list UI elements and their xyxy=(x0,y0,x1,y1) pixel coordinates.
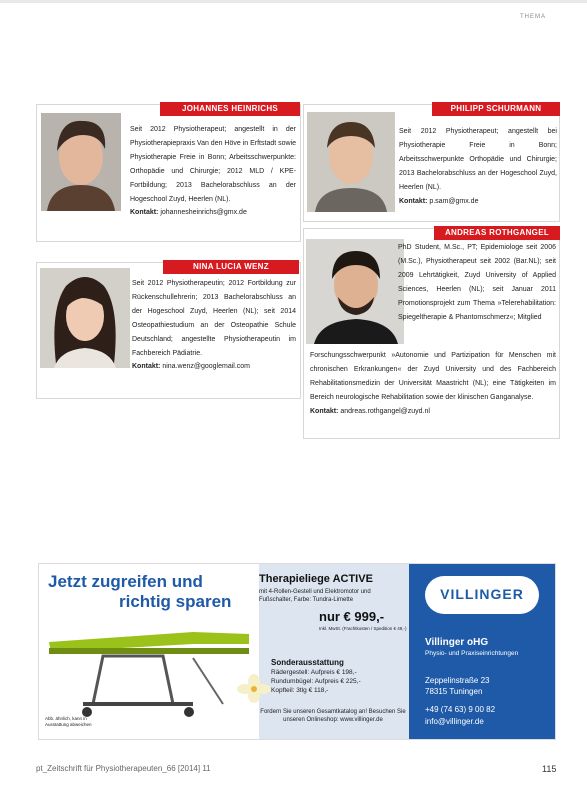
company-sub: Physio- und Praxiseinrichtungen xyxy=(425,650,519,657)
profile-name: ANDREAS ROTHGANGEL xyxy=(434,226,560,240)
profile-photo xyxy=(306,239,404,344)
ad-image-panel xyxy=(39,564,259,739)
ad-image-caption: Abb. ähnlich, kann in Ausstattung abweichen xyxy=(45,716,92,727)
profile-bio: PhD Student, M.Sc., PT; Epidemiologe seit 2006 (M.Sc.), Physiotherapeut seit 2002 (Bar.NL); seit 2009 Lehrtätigkeit, Zuyd University of Applied Sciences, Heerlen (NL); seit Januar 2011 Promotionsprojekt zum Thema »Telerehabilitation: Spiegeltherapie & Phantomschmerz«; Mitglied xyxy=(398,244,556,321)
contact-email[interactable]: nina.wenz@googlemail.com xyxy=(162,363,250,371)
advertisement xyxy=(38,563,556,740)
company-city: 78315 Tuningen xyxy=(425,687,483,696)
profile-bio: Seit 2012 Physiotherapeut; angestellt bei Physiotherapie Freie in Bonn; Arbeitsschwerpunkte Orthopädie und Chirurgie; 2013 Bachelorabschluss an der Hogeschool Zuyd, Heerlen (NL). Kontakt: p.sam@gmx.de xyxy=(399,128,557,205)
profile-card-johannes xyxy=(36,104,301,242)
profile-photo xyxy=(307,112,395,212)
page-number: 115 xyxy=(542,764,557,774)
company-phone: +49 (74 63) 9 00 82 xyxy=(425,705,496,714)
ad-offer-panel xyxy=(259,564,409,739)
company-name: Villinger oHG xyxy=(425,637,489,648)
profile-card-nina xyxy=(36,262,301,399)
profile-card-philipp xyxy=(303,104,560,222)
ad-price-note: Inkl. MwSt. (Frachtkosten / Spedition € 49,-) xyxy=(319,626,407,631)
ad-cta[interactable]: Fordern Sie unseren Gesamtkatalog an! Besuchen Sie unseren Onlineshop: www.villinger.de xyxy=(260,709,406,723)
company-email[interactable]: info@villinger.de xyxy=(425,717,484,726)
company-street: Zeppelinstraße 23 xyxy=(425,676,490,685)
ad-extra-2: Rundumbügel: Aufpreis € 225,- xyxy=(271,678,361,685)
flower-icon xyxy=(237,674,271,704)
contact-email[interactable]: p.sam@gmx.de xyxy=(429,197,479,205)
contact-email[interactable]: andreas.rothgangel@zuyd.nl xyxy=(340,407,430,415)
brand-logo-text: VILLINGER xyxy=(440,586,524,602)
profile-bio: Seit 2012 Physiotherapeut; angestellt in der Physiotherapiepraxis Van den Höve in Erftstadt sowie Physiotherapie Freie in Bonn; Arbeitsschwerpunkte: Orthopädie und Chirurgie; 2012 MLD / KPE-Fortbildung; 2013 Bachelorabschluss an der Hogeschool Zuyd, Heerlen (NL). Kontakt: johannesheinrichs@gmx.de xyxy=(130,126,297,217)
footer-journal: pt_Zeitschrift für Physiotherapeuten_66 [2014] 11 xyxy=(36,764,211,773)
ad-extra-3: Kopfteil: 3tlg € 118,- xyxy=(271,687,329,694)
ad-product-title: Therapieliege ACTIVE xyxy=(259,573,373,585)
section-tag: THEMA xyxy=(520,14,546,20)
profile-bio: Seit 2012 Physiotherapeutin; 2012 Fortbildung zur Rückenschullehrerin; 2013 Bachelorabschluss an der Hogeschool Zuyd, Heerlen (NL); seit 2014 Osteopathiestudium an der Osteopathie Schule Deutschland; angestellte Physiotherapeutin im Fachbereich Pädiatrie. Kontakt: nina.wenz@googlemail.com xyxy=(132,280,296,371)
ad-headline-2: richtig sparen xyxy=(119,592,232,611)
profile-card-andreas xyxy=(303,228,560,439)
profile-bio-continued: Forschungsschwerpunkt »Autonomie und Partizipation für Menschen mit chronischen Erkrankungen« der Zuyd University und des Fachbereich Rehabilitationsmedizin der Universität Maastricht (NL); eine Tätigkeiten im Bereich neurologische Rehabilitation sowie der klinischen Ganganalyse. Kontakt: andreas.rothgangel@zuyd.nl xyxy=(310,352,556,415)
ad-headline-1: Jetzt zugreifen und xyxy=(48,572,203,591)
profile-photo xyxy=(40,268,130,368)
profile-name: JOHANNES HEINRICHS xyxy=(160,102,300,116)
contact-email[interactable]: johannesheinrichs@gmx.de xyxy=(160,209,247,217)
brand-logo xyxy=(425,576,539,614)
ad-product-desc: mit 4-Rollen-Gestell und Elektromotor und Fußschalter, Farbe: Tundra-Limette xyxy=(259,589,371,603)
profile-name: PHILIPP SCHURMANN xyxy=(432,102,560,116)
therapy-table-image xyxy=(43,618,255,722)
ad-price: nur € 999,- xyxy=(319,609,385,624)
top-bar xyxy=(0,0,587,3)
profile-photo xyxy=(41,113,121,211)
profile-name: NINA LUCIA WENZ xyxy=(163,260,299,274)
ad-company-panel xyxy=(409,564,555,739)
ad-extras-title: Sonderausstattung xyxy=(271,658,344,667)
ad-extra-1: Rädergestell: Aufpreis € 198,- xyxy=(271,669,357,676)
